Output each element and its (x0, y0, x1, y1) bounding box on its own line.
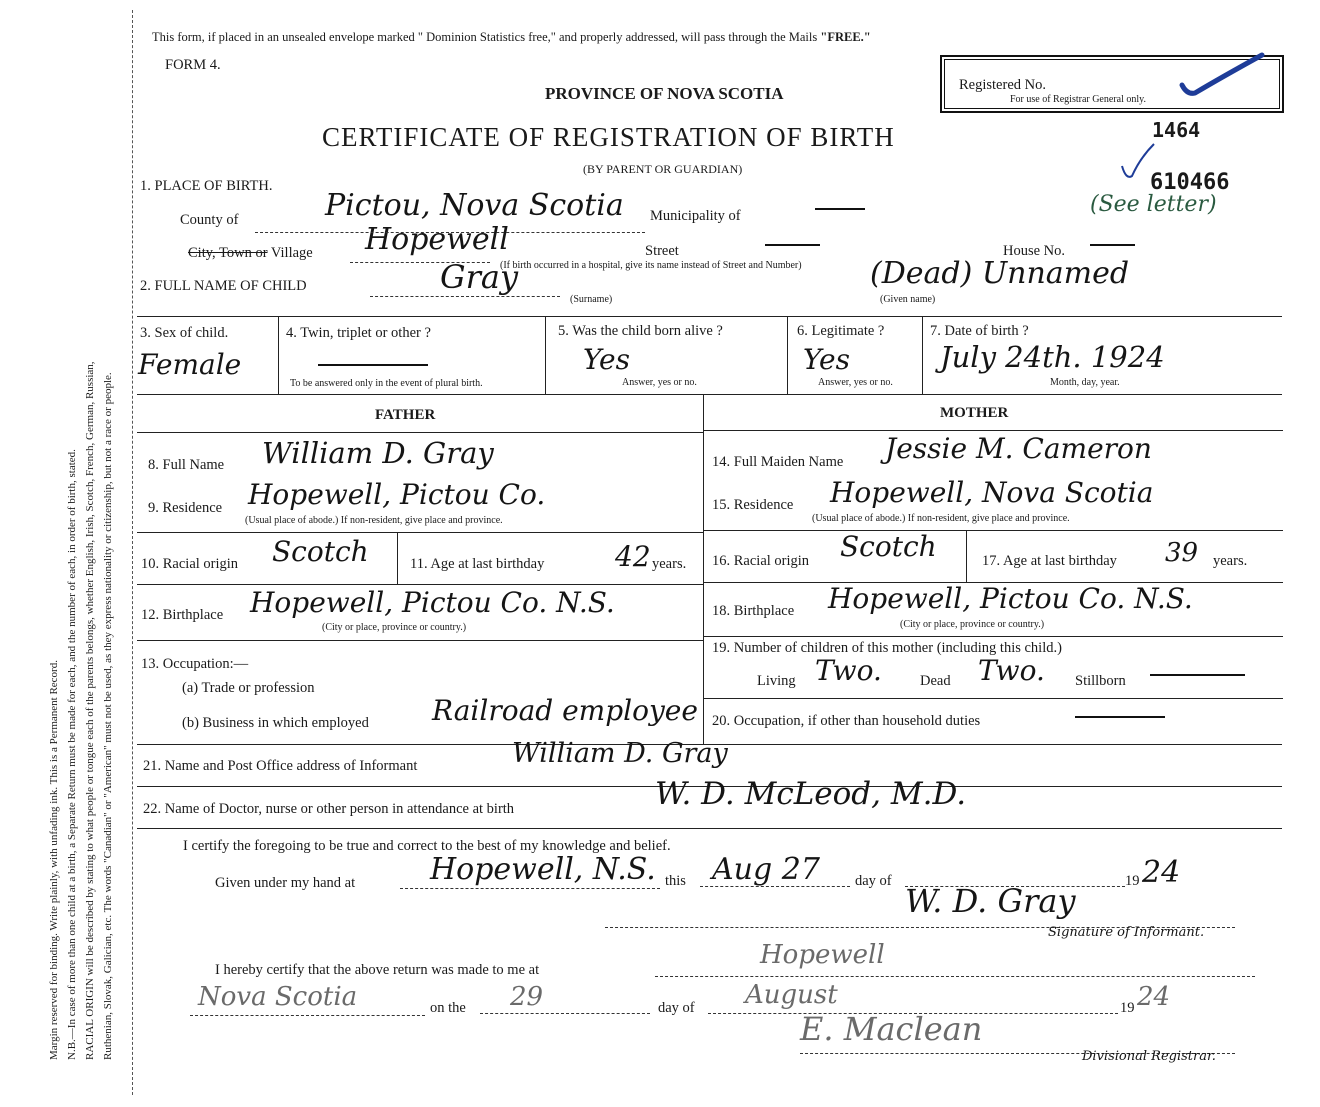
field-6-label: 6. Legitimate ? (797, 323, 885, 339)
registrar-signature: E. Maclean (800, 1010, 983, 1048)
legitimate-value: Yes (803, 343, 850, 376)
margin-note-binding: Margin reserved for binding. Write plainly, with unfading ink. This is a Permanent Record. (48, 660, 60, 1060)
father-birthplace-note: (City or place, province or country.) (322, 622, 467, 633)
return-year-value: 24 (1137, 982, 1171, 1012)
father-business-value: Railroad employee (432, 694, 698, 727)
field-3-label: 3. Sex of child. (140, 325, 229, 341)
dead-label: Dead (920, 673, 951, 689)
see-letter-note: (See letter) (1090, 192, 1217, 217)
field-14-label: 14. Full Maiden Name (712, 454, 844, 470)
row-divider-2 (137, 394, 1282, 395)
father-race-value: Scotch (272, 535, 369, 568)
registered-label: Registered No. (959, 77, 1046, 93)
field-17-label: 17. Age at last birthday (982, 553, 1117, 569)
return-day-line (480, 1013, 650, 1014)
given-under-label: Given under my hand at (215, 875, 356, 891)
field-13a-label: (a) Trade or profession (182, 680, 315, 696)
given-place-line (400, 888, 660, 889)
name-dotline (370, 296, 560, 297)
county-value: Pictou, Nova Scotia (325, 188, 624, 223)
margin-note-multiple-births: N.B.—In case of more than one child at a birth, a Separate Return must be made for each, and the number of each, in order of birth, stated. (66, 449, 78, 1060)
street-label: Street (645, 243, 679, 259)
year-prefix: 19 (1125, 873, 1140, 889)
father-row-line-3 (137, 640, 703, 641)
surname-caption: (Surname) (570, 294, 613, 305)
mother-heading: MOTHER (940, 405, 1009, 421)
mother-heading-line (703, 430, 1283, 431)
father-heading-line (137, 432, 703, 433)
doctor-value: W. D. McLeod, M.D. (655, 776, 967, 812)
father-heading: FATHER (375, 407, 436, 423)
mother-birthplace-note: (City or place, province or country.) (900, 619, 1045, 630)
mother-age-value: 39 (1165, 538, 1199, 568)
living-value: Two. (815, 654, 882, 687)
informant-signature: W. D. Gray (905, 882, 1076, 920)
registrar-caption: Divisional Registrar. (1082, 1049, 1216, 1064)
field-5-label: 5. Was the child born alive ? (558, 323, 723, 339)
birth-date-note: Month, day, year. (1050, 377, 1120, 388)
field-22-label: 22. Name of Doctor, nurse or other person in attendance at birth (143, 801, 515, 817)
row-divider-5 (137, 828, 1282, 829)
father-residence-note: (Usual place of abode.) If non-resident, give place and province. (245, 515, 503, 526)
father-row-line-1 (137, 532, 703, 533)
hospital-note: (If birth occurred in a hospital, give its name instead of Street and Number) (500, 260, 802, 271)
informant-value: William D. Gray (512, 738, 728, 769)
col-divider-a (278, 316, 279, 394)
stamp-number: 1464 (1152, 118, 1201, 142)
father-mother-divider (703, 394, 704, 744)
margin-note-racial-origin-2: Ruthenian, Slovak, Galician, etc. The words "Canadian" or "American" must not be used, as they express nationality or citizenship, but not a race or people. (102, 372, 114, 1060)
municipality-label: Municipality of (650, 208, 741, 224)
father-birthplace-value: Hopewell, Pictou Co. N.S. (250, 586, 615, 619)
county-label: County of (180, 212, 239, 228)
municipality-dash (815, 208, 865, 210)
field-12-label: 12. Birthplace (141, 607, 224, 623)
alive-value: Yes (583, 343, 630, 376)
father-race-age-divider (397, 532, 398, 584)
field-11-label: 11. Age at last birthday (410, 556, 545, 572)
page-title: CERTIFICATE OF REGISTRATION OF BIRTH (322, 122, 895, 152)
mother-birthplace-value: Hopewell, Pictou Co. N.S. (828, 582, 1193, 615)
field-7-label: 7. Date of birth ? (930, 323, 1029, 339)
occupation-dash (1075, 716, 1165, 718)
street-dash (765, 244, 820, 246)
this-label: this (665, 873, 686, 889)
margin-note-racial-origin: RACIAL ORIGIN will be described by stating to what people or tongue each of the parents belongs, whether English, Irish, Scotch, French, German, Russian, (84, 361, 96, 1060)
mother-name-value: Jessie M. Cameron (885, 432, 1152, 465)
return-province-value: Nova Scotia (198, 982, 358, 1012)
form-number: FORM 4. (165, 57, 221, 73)
day-of-label: day of (855, 873, 892, 889)
field-1-label: 1. PLACE OF BIRTH. (140, 178, 273, 194)
signature-caption: Signature of Informant. (1048, 925, 1205, 940)
house-label: House No. (1003, 243, 1066, 259)
col-divider-d (922, 316, 923, 394)
return-day-of-label: day of (658, 1000, 695, 1016)
field-4-label: 4. Twin, triplet or other ? (286, 325, 431, 341)
field-19-label: 19. Number of children of this mother (including this child.) (712, 640, 1062, 656)
mother-row-line-1 (703, 530, 1283, 531)
mother-race-age-divider (966, 530, 967, 582)
province-heading: PROVINCE OF NOVA SCOTIA (545, 84, 784, 103)
return-year-prefix: 19 (1120, 1000, 1135, 1016)
col-divider-b (545, 316, 546, 394)
certificate-number: 610466 (1150, 170, 1230, 195)
given-place-value: Hopewell, N.S. (430, 852, 656, 887)
col-divider-c (787, 316, 788, 394)
father-age-unit: years. (652, 556, 687, 572)
check-mark-icon (1177, 47, 1267, 107)
field-15-label: 15. Residence (712, 497, 794, 513)
field-13-label: 13. Occupation:— (141, 656, 249, 672)
stillborn-label: Stillborn (1075, 673, 1126, 689)
county-dotline (255, 232, 645, 233)
return-day-value: 29 (510, 982, 544, 1012)
given-name-caption: (Given name) (880, 294, 936, 305)
certify-text: I certify the foregoing to be true and correct to the best of my knowledge and belief. (183, 838, 671, 854)
father-residence-value: Hopewell, Pictou Co. (248, 478, 546, 511)
subtitle: (BY PARENT OR GUARDIAN) (583, 162, 743, 176)
row-divider-1 (137, 316, 1282, 317)
registered-number-box (940, 55, 1284, 113)
mother-age-unit: years. (1213, 553, 1248, 569)
sex-value: Female (138, 348, 242, 381)
father-row-line-2 (137, 584, 703, 585)
given-day-value: Aug 27 (712, 852, 820, 887)
return-place-line (655, 976, 1255, 977)
return-province-line (190, 1015, 425, 1016)
registered-note: For use of Registrar General only. (1010, 94, 1146, 105)
mother-residence-value: Hopewell, Nova Scotia (830, 476, 1154, 509)
mother-row-line-4 (703, 698, 1283, 699)
year-suffix: 24 (1142, 855, 1181, 890)
field-20-label: 20. Occupation, if other than household duties (712, 713, 981, 729)
legitimate-note: Answer, yes or no. (818, 377, 893, 388)
field-18-label: 18. Birthplace (712, 603, 795, 619)
mother-race-value: Scotch (840, 530, 937, 563)
city-value: Hopewell (365, 222, 509, 257)
father-name-value: William D. Gray (262, 436, 494, 470)
field-4-note: To be answered only in the event of plural birth. (290, 378, 483, 389)
twin-dash (318, 364, 428, 366)
return-month-value: August (745, 980, 838, 1010)
field-9-label: 9. Residence (148, 500, 223, 516)
house-dash (1090, 244, 1135, 246)
living-label: Living (757, 673, 796, 689)
mail-notice: This form, if placed in an unsealed envelope marked " Dominion Statistics free," and properly addressed, will pass through the Mails "FREE." (152, 30, 871, 44)
binding-margin-line (132, 10, 133, 1095)
on-the-label: on the (430, 1000, 466, 1016)
alive-note: Answer, yes or no. (622, 377, 697, 388)
field-8-label: 8. Full Name (148, 457, 225, 473)
dead-value: Two. (978, 654, 1045, 687)
return-place-value: Hopewell (760, 940, 885, 970)
birth-date-value: July 24th. 1924 (940, 340, 1165, 374)
city-label: City, Town or Village (188, 245, 313, 261)
surname-value: Gray (440, 258, 519, 296)
mother-residence-note: (Usual place of abode.) If non-resident, give place and province. (812, 513, 1070, 524)
field-10-label: 10. Racial origin (141, 556, 239, 572)
return-text: I hereby certify that the above return was made to me at (215, 962, 540, 978)
field-16-label: 16. Racial origin (712, 553, 810, 569)
field-13b-label: (b) Business in which employed (182, 715, 369, 731)
mother-row-line-3 (703, 636, 1283, 637)
field-2-label: 2. FULL NAME OF CHILD (140, 278, 307, 294)
field-21-label: 21. Name and Post Office address of Informant (143, 758, 418, 774)
stillborn-dash (1150, 674, 1245, 676)
father-age-value: 42 (615, 540, 651, 573)
given-name-value: (Dead) Unnamed (870, 256, 1130, 291)
